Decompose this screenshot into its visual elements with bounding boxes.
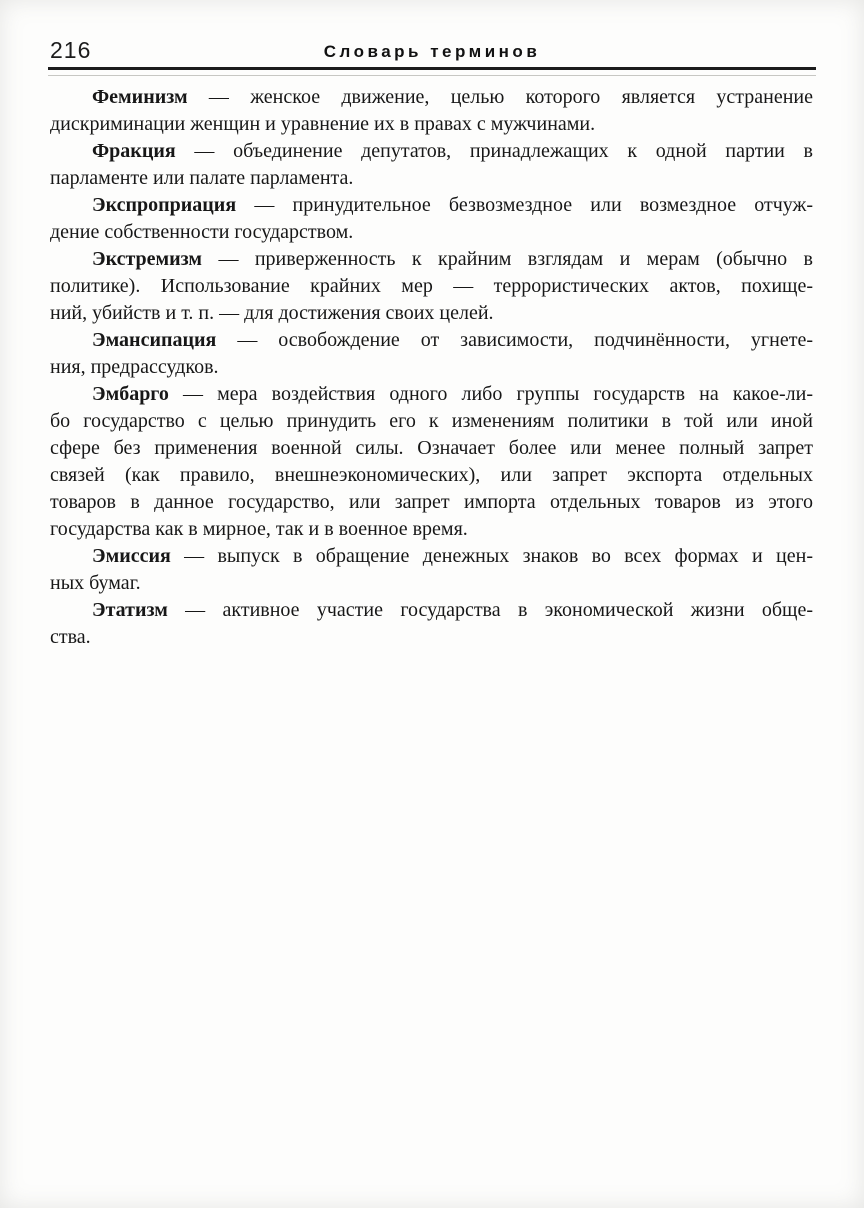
glossary-term: Эмиссия — [92, 545, 171, 567]
glossary-entry-line: Феминизм — женское движение, целью которого является устранение — [92, 86, 813, 108]
glossary-entry-line: дение собственности государством. — [50, 221, 354, 243]
glossary-entry-line: Эмбарго — мера воздействия одного либо группы государств на какое-ли- — [92, 383, 813, 405]
glossary-entry-line: политике). Использование крайних мер — террористических актов, похище- — [50, 275, 813, 297]
header-title: Словарь терминов — [323, 42, 541, 61]
glossary-entry-line: Фракция — объединение депутатов, принадлежащих к одной партии в — [92, 140, 813, 162]
glossary-entry-line: Этатизм — активное участие государства в экономической жизни обще- — [92, 599, 813, 621]
glossary-entry-line: Экспроприация — принудительное безвозмездное или возмездное отчуж- — [92, 194, 813, 216]
glossary-term: Этатизм — [92, 599, 168, 621]
glossary-term: Эмансипация — [92, 329, 217, 351]
page-number: 216 — [50, 37, 92, 63]
glossary-entry-line: парламенте или палате парламента. — [50, 167, 354, 189]
glossary-term: Экспроприация — [92, 194, 237, 216]
glossary-entry-line: товаров в данное государство, или запрет импорта отдельных товаров из этого — [50, 491, 813, 513]
glossary-entry-line: ных бумаг. — [50, 572, 141, 594]
glossary-entry-line: бо государство с целью принудить его к изменениям политики в той или иной — [50, 410, 813, 432]
header-rule-sub — [48, 75, 816, 76]
glossary-entry-line: Эмиссия — выпуск в обращение денежных знаков во всех формах и цен- — [92, 545, 813, 567]
glossary-entry-line: Экстремизм — приверженность к крайним взглядам и мерам (обычно в — [92, 248, 813, 270]
glossary-entry-line: дискриминации женщин и уравнение их в правах с мужчинами. — [50, 113, 596, 135]
glossary-entry-line: ства. — [50, 626, 91, 648]
glossary-entry-line: государства как в мирное, так и в военное время. — [50, 518, 468, 540]
glossary-entry-line: Эмансипация — освобождение от зависимости, подчинённости, угнете- — [92, 329, 813, 351]
glossary-content — [50, 84, 813, 651]
glossary-entry-line: связей (как правило, внешнеэкономических), или запрет экспорта отдельных — [50, 464, 813, 486]
glossary-term: Эмбарго — [92, 383, 169, 405]
glossary-entry-line: ния, предрассудков. — [50, 356, 219, 378]
glossary-term: Феминизм — [92, 86, 188, 108]
running-head — [50, 0, 814, 68]
glossary-entry-line: сфере без применения военной силы. Означает более или менее полный запрет — [50, 437, 813, 459]
glossary-term: Фракция — [92, 140, 176, 162]
glossary-term: Экстремизм — [92, 248, 203, 270]
glossary-entry-line: ний, убийств и т. п. — для достижения своих целей. — [50, 302, 494, 324]
header-rule-main — [48, 67, 816, 70]
